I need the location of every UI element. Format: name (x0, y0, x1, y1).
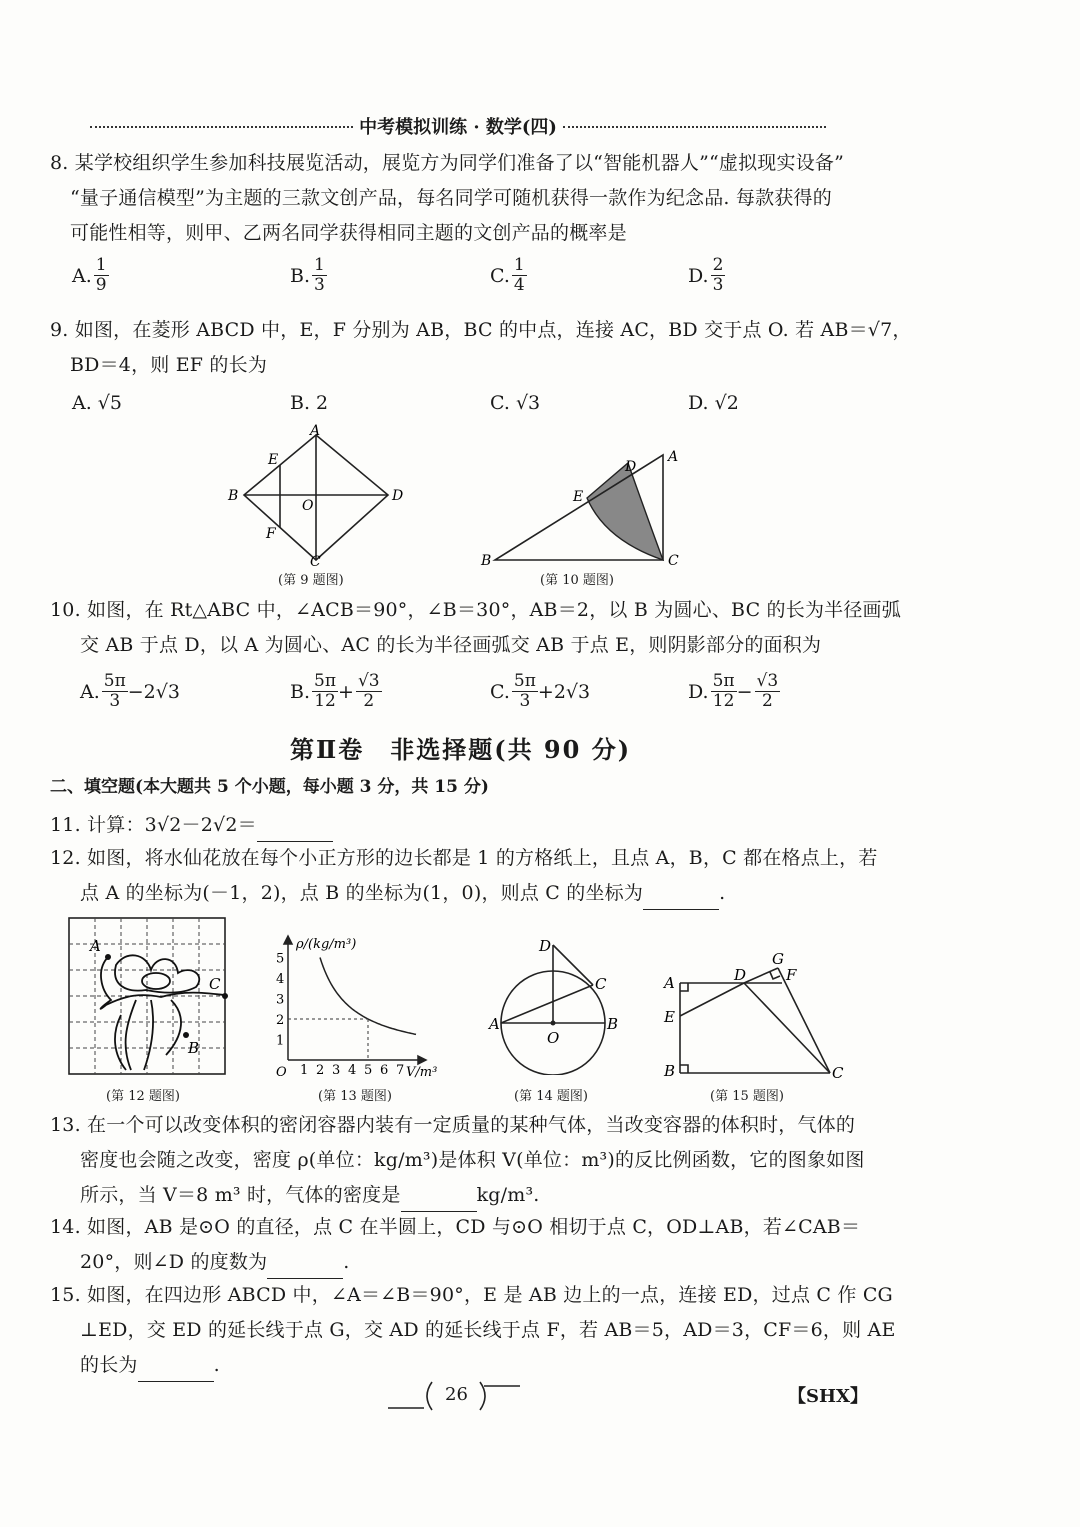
q10-option-a: A. $\frac{5\pi}{3}$ −2√3 (80, 671, 180, 711)
q8-option-d: D. $\frac{2}{3}$ (688, 255, 724, 295)
fraction: $\frac{1}{9}$ (95, 255, 107, 295)
x-tick-label: 5 (364, 1063, 373, 1078)
label-d: D (392, 488, 404, 504)
svg-text:C: C (668, 553, 679, 569)
figure-13-graph (268, 930, 448, 1080)
figure-14-circle (485, 935, 625, 1075)
svg-text:A: A (668, 449, 679, 465)
part2-subtitle: 二、填空题(本大题共 5 个小题，每小题 3 分，共 15 分) (50, 777, 489, 797)
fraction: $\frac{1}{3}$ (314, 255, 325, 295)
svg-text:B: B (664, 1062, 676, 1080)
answer-blank (257, 821, 333, 842)
svg-text:D: D (734, 966, 747, 984)
svg-text:D: D (539, 937, 552, 955)
q15-line3: 的长为 . (80, 1348, 220, 1382)
svg-text:O: O (547, 1029, 560, 1047)
figure-10-caption: (第 10 题图) (540, 573, 614, 588)
svg-text:D: D (625, 459, 637, 475)
x-axis-label: V/m³ (406, 1065, 438, 1080)
part2-title: 第Ⅱ卷 非选择题(共 90 分) (290, 735, 632, 764)
figure-9-rhombus (220, 420, 420, 570)
svg-text:A: A (90, 937, 101, 955)
origin-label: O (276, 1065, 287, 1080)
answer-blank (267, 1258, 343, 1279)
figure-15-quadrilateral (660, 948, 850, 1083)
x-tick-label: 7 (396, 1063, 405, 1078)
q8-option-c: C. $\frac{1}{4}$ (490, 255, 525, 295)
q13-line2: 密度也会随之改变，密度 ρ(单位：kg/m³)是体积 V(单位：m³)的反比例函数，它的图象如图 (80, 1149, 865, 1171)
header-title: 中考模拟训练 · 数学(四) (359, 117, 557, 138)
figure-9-caption: (第 9 题图) (278, 573, 344, 588)
curve-path (320, 958, 416, 1035)
q9-option-d: D. √2 (688, 392, 739, 414)
label-a: A (310, 423, 321, 439)
fraction: $\frac{2}{3}$ (712, 255, 724, 295)
q13-line3: 所示，当 V＝8 m³ 时，气体的密度是 kg/m³. (80, 1178, 540, 1212)
figure-12-caption: (第 12 题图) (106, 1089, 180, 1104)
label-c: C (310, 554, 321, 570)
q12-line2: 点 A 的坐标为(－1，2)，点 B 的坐标为(1，0)，则点 C 的坐标为 . (80, 876, 725, 910)
svg-text:B: B (481, 553, 492, 569)
q10-option-d: D. $\frac{5\pi}{12}$ − $\frac{√3}{2}$ (688, 671, 779, 711)
svg-text:F: F (786, 966, 797, 984)
svg-text:B: B (188, 1039, 200, 1057)
y-tick-label: 2 (276, 1013, 285, 1028)
header-dots-left (90, 126, 353, 128)
footer-code: 【SHX】 (788, 1386, 868, 1407)
page-number: 26 (445, 1384, 468, 1405)
x-tick-label: 4 (348, 1063, 357, 1078)
q10-option-b: B. $\frac{5\pi}{12}$ + $\frac{√3}{2}$ (290, 671, 380, 711)
figure-14-caption: (第 14 题图) (514, 1089, 588, 1104)
svg-text:B: B (607, 1015, 619, 1033)
q12-line1: 12. 如图，将水仙花放在每个小正方形的边长都是 1 的方格纸上，且点 A，B，C 都在格点上，若 (50, 847, 878, 869)
answer-blank (401, 1191, 477, 1212)
svg-text:A: A (489, 1015, 500, 1033)
label-b: B (228, 488, 239, 504)
label-f: F (266, 526, 276, 542)
y-tick-label: 1 (276, 1033, 285, 1049)
figure-12-grid-flower (66, 915, 228, 1077)
inverse-curve (320, 958, 416, 1035)
label-o: O (302, 498, 314, 514)
svg-text:C: C (832, 1064, 844, 1082)
q11: 11. 计算：3√2－2√2＝ (50, 808, 333, 842)
q14-line2: 20°，则∠D 的度数为 . (80, 1245, 350, 1279)
q15-line2: ⊥ED，交 ED 的延长线于点 G，交 AD 的延长线于点 F，若 AB＝5，AD＝3，CF＝6，则 AE (80, 1319, 896, 1341)
y-tick-label: 4 (276, 972, 285, 987)
x-tick-label: 2 (316, 1063, 325, 1078)
q9-option-b: B. 2 (290, 392, 329, 414)
figure-10-triangle (475, 445, 690, 573)
y-tick-label: 5 (276, 951, 285, 967)
axis-ticks (276, 952, 404, 1079)
answer-blank (138, 1361, 214, 1382)
header-dots-right (563, 126, 826, 128)
q14-line1: 14. 如图，AB 是⊙O 的直径，点 C 在半圆上，CD 与⊙O 相切于点 C，OD⊥AB，若∠CAB＝ (50, 1216, 861, 1238)
answer-blank (643, 889, 719, 910)
x-tick-label: 3 (332, 1063, 341, 1078)
q15-line1: 15. 如图，在四边形 ABCD 中，∠A＝∠B＝90°，E 是 AB 边上的一点，连接 ED，过点 C 作 CG (50, 1284, 893, 1306)
q8-line1: 8. 某学校组织学生参加科技展览活动，展览方为同学们准备了以“智能机器人”“虚拟现实设备” (50, 152, 845, 174)
x-tick-label: 6 (380, 1063, 389, 1078)
svg-text:C: C (209, 975, 221, 993)
svg-text:E: E (573, 489, 584, 505)
q8-option-b: B. $\frac{1}{3}$ (290, 255, 325, 295)
q9-option-a: A. √5 (72, 392, 122, 414)
q10-line2: 交 AB 于点 D，以 A 为圆心、AC 的长为半径画弧交 AB 于点 E，则阴影部分的面积为 (80, 634, 822, 656)
q8-line3: 可能性相等，则甲、乙两名同学获得相同主题的文创产品的概率是 (70, 222, 627, 244)
y-axis-label: ρ/(kg/m³) (296, 937, 357, 952)
q9-option-c: C. √3 (490, 392, 541, 414)
y-tick-label: 3 (276, 992, 285, 1008)
q8-option-a: A. $\frac{1}{9}$ (72, 255, 107, 295)
q13-line1: 13. 在一个可以改变体积的密闭容器内装有一定质量的某种气体，当改变容器的体积时，气体的 (50, 1114, 856, 1136)
label-e: E (268, 452, 279, 468)
page-header (90, 112, 826, 140)
figure-13-caption: (第 13 题图) (318, 1089, 392, 1104)
fraction: $\frac{1}{4}$ (513, 255, 525, 295)
q9-line1: 9. 如图，在菱形 ABCD 中，E，F 分别为 AB，BC 的中点，连接 AC，BD 交于点 O. 若 AB＝√7， (50, 319, 912, 341)
q10-line1: 10. 如图，在 Rt△ABC 中，∠ACB＝90°，∠B＝30°，AB＝2，以 B 为圆心、BC 的长为半径画弧 (50, 599, 901, 621)
q8-line2: “量子通信模型”为主题的三款文创产品，每名同学可随机获得一款作为纪念品. 每款获得的 (70, 187, 832, 209)
svg-text:E: E (664, 1008, 675, 1026)
figure-15-caption: (第 15 题图) (710, 1089, 784, 1104)
svg-text:A: A (664, 974, 675, 992)
svg-text:C: C (595, 975, 607, 993)
svg-text:G: G (772, 950, 784, 968)
x-tick-label: 1 (300, 1063, 309, 1078)
q9-line2: BD＝4，则 EF 的长为 (70, 354, 268, 376)
q10-option-c: C. $\frac{5\pi}{3}$ +2√3 (490, 671, 591, 711)
